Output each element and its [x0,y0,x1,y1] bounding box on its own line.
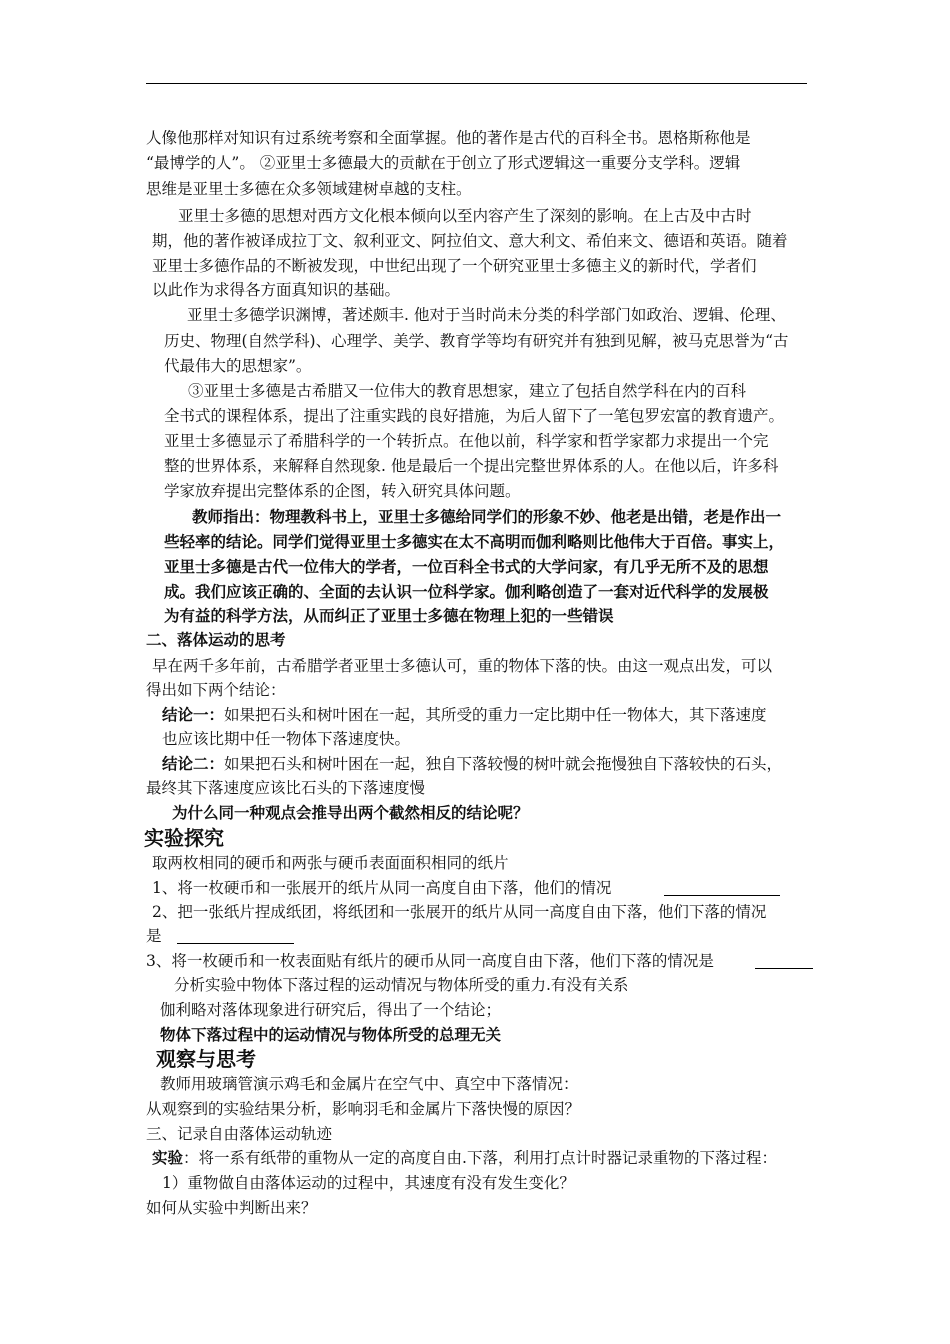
header-rule [146,83,807,84]
conclusion-one-label: 结论一： [162,705,225,724]
para-line: 全书式的课程体系，提出了注重实践的良好措施，为后人留下了一笔包罗宏富的教育遗产。 [164,407,785,425]
answer-blank [755,968,813,969]
teacher-note-line: 亚里士多德是古代一位伟大的学者，一位百科全书式的大学问家，有几乎无所不及的思想 [164,557,769,576]
experiment-text: ：将一系有纸带的重物从一定的高度自由.下落，利用打点计时器记录重物的下落过程： [183,1149,777,1167]
teacher-note-line: 教师指出：物理教科书上，亚里士多德给同学们的形象不妙、他老是出错，老是作出一 [192,507,782,526]
teacher-note-line: 成。我们应该正确的、全面的去认识一位科学家。伽利略创造了一套对近代科学的发展极 [164,582,769,601]
para-line: 历史、物理(自然学科)、心理学、美学、教育学等均有研究并有独到见解，被马克思誉为“古 [164,332,789,350]
para-line: 得出如下两个结论： [146,681,286,699]
para-line: 1、将一枚硬币和一张展开的纸片从同一高度自由下落，他们的情况 [152,879,612,897]
para-line: 1）重物做自由落体运动的过程中，其速度有没有发生变化？ [162,1174,575,1192]
para-line: 亚里士多德作品的不断被发现，中世纪出现了一个研究亚里士多德主义的新时代，学者们 [152,257,757,275]
answer-blank [664,895,780,896]
para-line: “最博学的人”。 ②亚里士多德最大的贡献在于创立了形式逻辑这一重要分支学科。逻辑 [146,154,741,172]
para-line: 3、将一枚硬币和一枚表面贴有纸片的硬币从同一高度自由下落，他们下落的情况是 [146,952,714,970]
para-line: 亚里士多德显示了希腊科学的一个转折点。在他以前，科学家和哲学家都力求提出一个完 [164,432,769,450]
para-line: 如何从实验中判断出来？ [146,1199,317,1217]
experiment-line [152,1148,777,1168]
question-line: 为什么同一种观点会推导出两个截然相反的结论呢？ [172,803,529,822]
para-line: 整的世界体系，来解释自然现象. 他是最后一个提出完整世界体系的人。在他以后，许多科 [164,457,779,475]
experiment-label: 实验 [152,1148,184,1167]
para-line: 伽利略对落体现象进行研究后，得出了一个结论； [160,1001,502,1019]
para-line: 思维是亚里士多德在众多领域建树卓越的支柱。 [146,180,472,198]
para-line: 从观察到的实验结果分析，影响羽毛和金属片下落快慢的原因？ [146,1100,581,1118]
para-line: 学家放弃提出完整体系的企图，转入研究具体问题。 [164,482,521,500]
conclusion-one [162,705,767,725]
para-line: 分析实验中物体下落过程的运动情况与物体所受的重力.有没有关系 [174,976,629,994]
para-line: 早在两千多年前，古希腊学者亚里士多德认可，重的物体下落的快。由这一观点出发，可以 [152,657,773,675]
para-line: 亚里士多德学识渊博，著述颇丰. 他对于当时尚未分类的科学部门如政治、逻辑、伦理、 [187,306,786,324]
para-line: 以此作为求得各方面真知识的基础。 [152,281,401,299]
para-line: 期，他的著作被译成拉丁文、叙利亚文、阿拉伯文、意大利文、希伯来文、德语和英语。随着 [152,232,788,250]
section-heading: 二、落体运动的思考 [146,630,286,649]
section-heading: 三、记录自由落体运动轨迹 [146,1125,333,1143]
para-line: 教师用玻璃管演示鸡毛和金属片在空气中、真空中下落情况： [160,1075,579,1093]
para-line: 最终其下落速度应该比石头的下落速度慢 [146,779,426,797]
para-line: 也应该比期中任一物体下落速度快。 [162,730,411,748]
para-line: 亚里士多德的思想对西方文化根本倾向以至内容产生了深刻的影响。在上古及中古时 [178,207,752,225]
teacher-note-line: 为有益的科学方法，从而纠正了亚里士多德在物理上犯的一些错误 [164,606,614,625]
conclusion-one-text: 如果把石头和树叶困在一起，其所受的重力一定比期中任一物体大，其下落速度 [224,706,767,724]
conclusion-two-label: 结论二： [162,754,225,773]
para-line: 2、把一张纸片捏成纸团，将纸团和一张展开的纸片从同一高度自由下落，他们下落的情况 [152,903,767,921]
result-line: 物体下落过程中的运动情况与物体所受的总理无关 [160,1025,502,1044]
conclusion-two-text: 如果把石头和树叶困在一起，独自下落较慢的树叶就会拖慢独自下落较快的石头， [224,755,783,773]
heading-experiment: 实验探究 [144,826,224,850]
para-line: 取两枚相同的硬币和两张与硬币表面面积相同的纸片 [152,854,509,872]
teacher-note-line: 些轻率的结论。同学们觉得亚里士多德实在太不高明而伽利略则比他伟大于百倍。事实上， [164,532,785,551]
para-line: 是 [146,927,162,945]
heading-observe: 观察与思考 [156,1047,256,1071]
para-line: 代最伟大的思想家”。 [164,357,312,375]
conclusion-two [162,754,782,774]
answer-blank [177,943,294,944]
para-line: 人像他那样对知识有过系统考察和全面掌握。他的著作是古代的百科全书。恩格斯称他是 [146,129,751,147]
para-line: ③亚里士多德是古希腊又一位伟大的教育思想家，建立了包括自然学科在内的百科 [188,382,747,400]
